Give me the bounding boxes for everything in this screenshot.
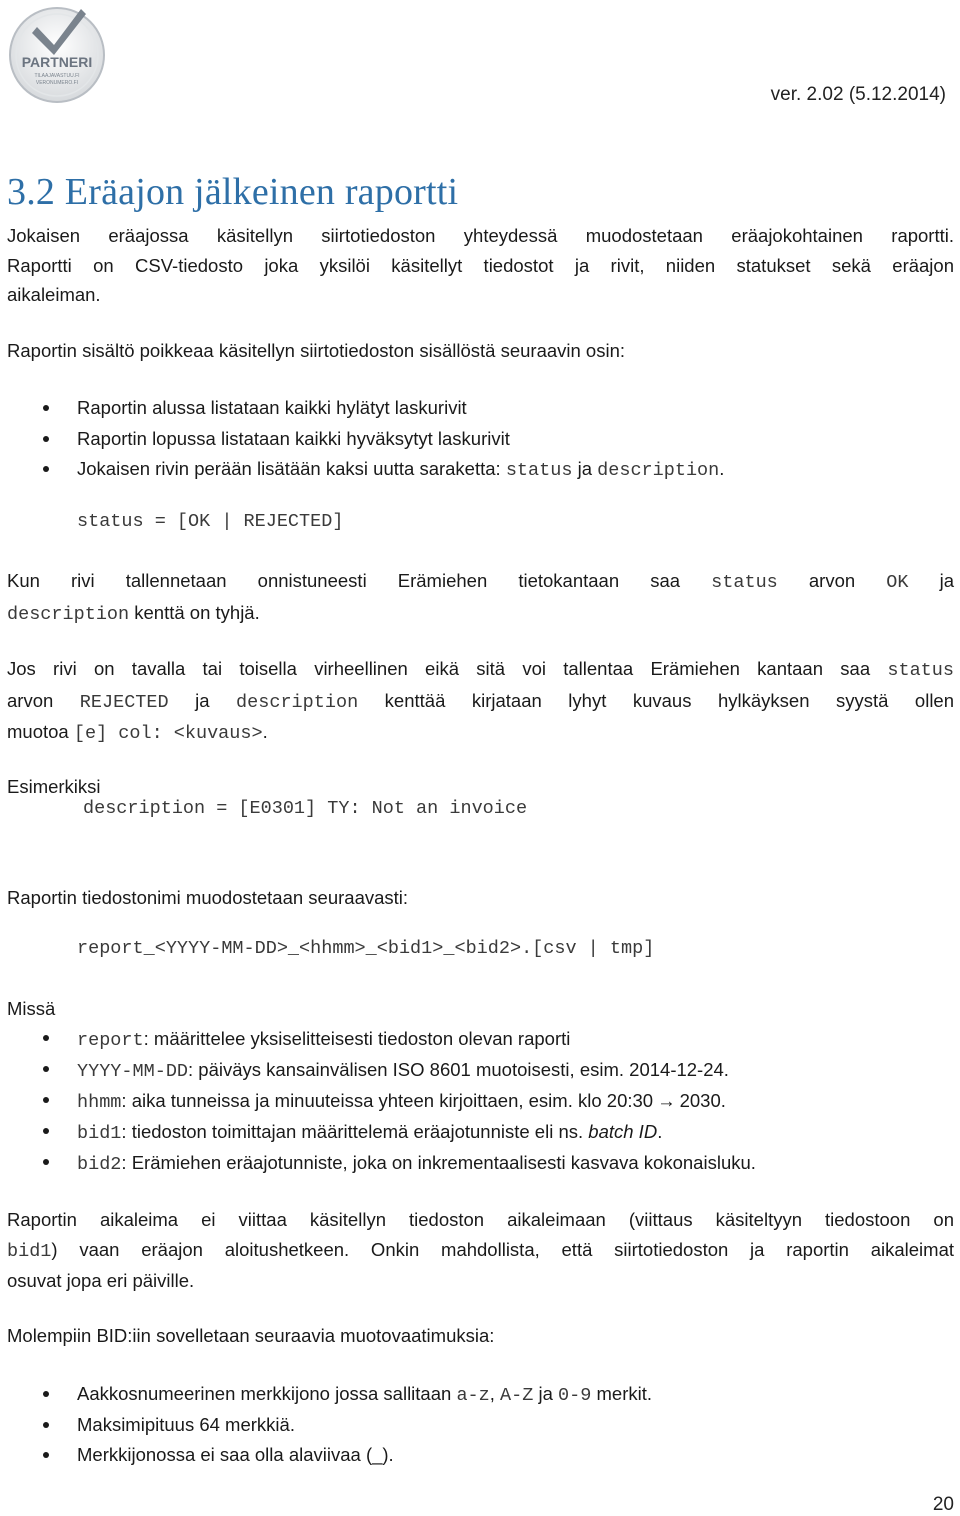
- logo-subtext-2: VERONUMERO.FI: [35, 80, 79, 86]
- filename-intro: Raportin tiedostonimi muodostetaan seuraavasti:: [7, 887, 409, 908]
- intro-line-2: Raportti on CSV-tiedosto joka yksilöi käsitellyt tiedostot ja rivit, niiden statukset sekä eräajon: [7, 254, 954, 276]
- list-item: bid1: tiedoston toimittajan määrittelemä eräajotunniste eli ns. batch ID.: [7, 1116, 954, 1147]
- partneri-logo: [7, 5, 107, 105]
- bullet-icon: [43, 1097, 49, 1103]
- list-item: report: määrittelee yksiselitteisesti tiedoston olevan raporti: [7, 1023, 954, 1054]
- intro-line-3: aikaleiman.: [7, 284, 101, 305]
- list-item: YYYY-MM-DD: päiväys kansainvälisen ISO 8601 muotoisesti, esim. 2014-12-24.: [7, 1054, 954, 1085]
- rejected-paragraph: Jos rivi on tavalla tai toisella virheellinen eikä sitä voi tallentaa Erämiehen kantaan saa status arvon REJECTED ja description kenttää kirjataan lyhyt kuvaus hylkäyksen syystä ollen muotoa [e] col: <kuvaus>.: [7, 658, 955, 744]
- bullet-icon: [43, 1159, 49, 1165]
- bullet-icon: [43, 1035, 49, 1041]
- bullet-icon: [43, 466, 49, 472]
- arrow-right-icon: →: [657, 1090, 676, 1111]
- timestamp-paragraph: Raportin aikaleima ei viittaa käsitellyn tiedoston aikaleimaan (viittaus käsiteltyyn tiedostoon on bid1) vaan eräajon aloitushetkeen. Onkin mahdollista, että siirtotiedoston ja raportin aikaleimat osuvat jopa eri päiville.: [7, 1209, 954, 1291]
- version-label: ver. 2.02 (5.12.2014): [770, 84, 946, 105]
- list-item: Raportin alussa listataan kaikki hylätyt laskurivit: [7, 393, 954, 424]
- bullet-icon: [43, 1066, 49, 1072]
- bullet-icon: [43, 1452, 49, 1458]
- list-item: Aakkosnumeerinen merkkijono jossa sallitaan a-z, A-Z ja 0-9 merkit.: [7, 1379, 954, 1410]
- bid-rules-list: [7, 1379, 954, 1471]
- page-number: 20: [932, 1494, 954, 1515]
- where-label: Missä: [7, 998, 56, 1019]
- logo-subtext-1: TILAAJAVASTUU.FI: [34, 73, 80, 79]
- list-item: Maksimipituus 64 merkkiä.: [7, 1410, 954, 1441]
- content-intro: Raportin sisältö poikkeaa käsitellyn siirtotiedoston sisällöstä seuraavin osin:: [7, 340, 626, 361]
- list-item: Jokaisen rivin perään lisätään kaksi uutta saraketta: status ja description.: [7, 454, 954, 485]
- filename-pattern: report_<YYYY-MM-DD>_<hhmm>_<bid1>_<bid2>.[csv | tmp]: [77, 938, 655, 959]
- bid-rules-intro: Molempiin BID:iin sovelletaan seuraavia muotovaatimuksia:: [7, 1325, 495, 1346]
- logo-text: PARTNERI: [21, 54, 93, 70]
- bullet-icon: [43, 405, 49, 411]
- bullet-icon: [43, 1391, 49, 1397]
- list-item: bid2: Erämiehen eräajotunniste, joka on inkrementaalisesti kasvava kokonaisluku.: [7, 1147, 954, 1178]
- ok-paragraph: Kun rivi tallennetaan onnistuneesti Erämiehen tietokantaan saa status arvon OK ja description kenttä on tyhjä.: [7, 570, 954, 625]
- intro-line-1: Jokaisen eräajossa käsitellyn siirtotiedoston yhteydessä muodostetaan eräajokohtainen raportti.: [7, 225, 954, 246]
- bullet-icon: [43, 436, 49, 442]
- bullet-icon: [43, 1128, 49, 1134]
- list-item: Raportin lopussa listataan kaikki hyväksytyt laskurivit: [7, 424, 954, 455]
- bullet-icon: [43, 1422, 49, 1428]
- list-item: Merkkijonossa ei saa olla alaviivaa (_).: [7, 1440, 954, 1471]
- example-code: description = [E0301] TY: Not an invoice: [83, 798, 528, 819]
- intro-paragraph: [7, 221, 954, 310]
- list-item: hhmm: aika tunneissa ja minuuteissa yhteen kirjoittaen, esim. klo 20:30 → 2030.: [7, 1085, 954, 1116]
- section-heading: 3.2 Eräajon jälkeinen raportti: [7, 171, 459, 213]
- content-bullet-list: [7, 393, 954, 485]
- filename-parts-list: [7, 1023, 954, 1178]
- example-label: Esimerkiksi: [7, 776, 101, 797]
- status-definition: status = [OK | REJECTED]: [77, 511, 344, 532]
